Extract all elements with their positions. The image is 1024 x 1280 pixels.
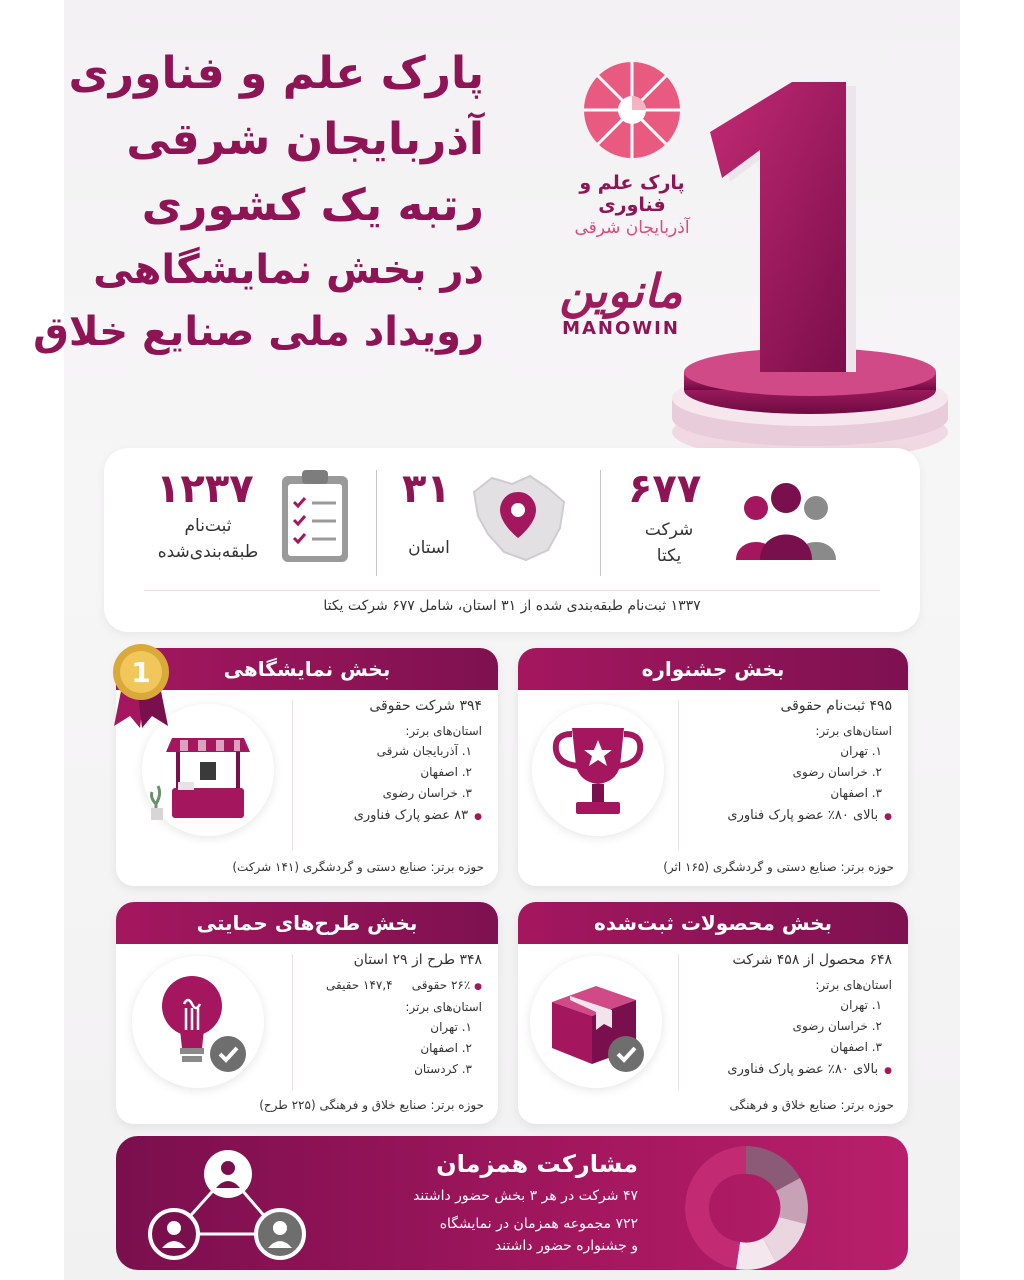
headline (33, 48, 484, 355)
list-item: ۲. اصفهان (420, 765, 472, 779)
stat-registrations-label-1: ثبت‌نام (184, 516, 232, 536)
headline-line-2: آذربایجان شرقی (126, 114, 484, 165)
exhibition-text (286, 698, 482, 823)
gold-medal-icon (104, 640, 178, 730)
exhibition-title: بخش نمایشگاهی (116, 648, 498, 690)
support-split-individual: ۱۴۷,۴ حقیقی (326, 978, 393, 992)
stat-divider-2 (600, 470, 601, 576)
support-sub: استان‌های برتر: (405, 1000, 482, 1014)
exhibition-sub: استان‌های برتر: (405, 724, 482, 738)
list-item: ۳. اصفهان (830, 1040, 882, 1054)
festival-card (518, 648, 908, 886)
list-item: ۱. تهران (430, 1020, 472, 1034)
list-item: ۲. خراسان رضوی (792, 765, 882, 779)
trophy-cup-icon (532, 704, 664, 836)
stats-panel (104, 448, 920, 632)
products-card (518, 902, 908, 1124)
medal-rank: 1 (131, 656, 151, 689)
products-text (678, 952, 892, 1077)
festival-sub: استان‌های برتر: (815, 724, 892, 738)
stat-companies-label-2: یکتا (656, 545, 682, 566)
exhibition-bullet: ● ۸۳ عضو پارک فناوری (286, 808, 482, 823)
lightbulb-icon (132, 956, 264, 1088)
stat-provinces-value: ۳۱ (402, 466, 451, 512)
iran-map-pin-icon (468, 472, 570, 564)
stat-registrations-label-2: طبقه‌بندی‌شده (157, 541, 259, 562)
exhibition-list (286, 744, 482, 800)
list-item: ۱. آذربایجان شرقی (376, 744, 472, 758)
support-title: بخش طرح‌های حمایتی (116, 902, 498, 944)
products-footer: حوزه برتر: صنایع خلاق و فرهنگی (729, 1098, 894, 1112)
list-item: ۱. تهران (840, 998, 882, 1012)
stat-divider (376, 470, 377, 576)
stats-summary: ۱۳۳۷ ثبت‌نام طبقه‌بندی شده از ۳۱ استان، شامل ۶۷۷ شرکت یکتا (323, 598, 701, 614)
stat-companies-label-1: شرکت (644, 520, 694, 540)
participation-line-1: ۴۷ شرکت در هر ۳ بخش حضور داشتند (413, 1188, 638, 1204)
participation-line-3: و جشنواره حضور داشتند (494, 1238, 638, 1254)
festival-icon-circle (532, 704, 664, 836)
stat-registrations-value: ۱۲۳۷ (156, 466, 254, 512)
park-logo-name: پارک علم و فناوری (579, 172, 685, 216)
products-sub: استان‌های برتر: (815, 978, 892, 992)
support-icon-circle (132, 956, 264, 1088)
exhibition-footer: حوزه برتر: صنایع دستی و گردشگری (۱۴۱ شرکت) (232, 860, 484, 874)
stat-companies-label (624, 518, 714, 569)
participation-line-2: ۷۲۲ مجموعه همزمان در نمایشگاه (439, 1216, 638, 1232)
network-people-icon (146, 1144, 310, 1264)
stat-companies-value: ۶۷۷ (628, 466, 702, 512)
clipboard-icon (278, 468, 352, 564)
stat-registrations-label (148, 514, 268, 565)
donut-ring-icon (676, 1138, 816, 1270)
people-group-icon (734, 478, 838, 562)
products-bullet: ● بالای ۸۰٪ عضو پارک فناوری (678, 1062, 892, 1077)
support-card (116, 902, 498, 1124)
products-lead: ۶۴۸ محصول از ۴۵۸ شرکت (732, 952, 892, 968)
park-logo-subtitle: آذربایجان شرقی (574, 218, 690, 238)
list-item: ۳. کردستان (414, 1062, 472, 1076)
bullet-dot: ● (474, 982, 482, 992)
list-item: ۱. تهران (840, 744, 882, 758)
stats-separator (144, 590, 880, 591)
headline-line-5: رویداد ملی صنایع خلاق (33, 309, 484, 355)
festival-list (678, 744, 892, 800)
list-item: ۲. اصفهان (420, 1041, 472, 1055)
festival-bullet: ● بالای ۸۰٪ عضو پارک فناوری (678, 808, 892, 823)
festival-text (678, 698, 892, 823)
rank-one-trophy (660, 72, 960, 472)
participation-banner (116, 1136, 908, 1270)
headline-line-1: پارک علم و فناوری (68, 48, 484, 99)
list-item: ۳. خراسان رضوی (382, 786, 472, 800)
stat-provinces-label: استان (408, 538, 450, 558)
manowin-script: مانوین (559, 264, 683, 318)
support-list (286, 1020, 482, 1076)
support-text (286, 952, 482, 1083)
festival-title: بخش جشنواره (518, 648, 908, 690)
support-footer: حوزه برتر: صنایع خلاق و فرهنگی (۲۲۵ طرح) (259, 1098, 484, 1112)
participation-title: مشارکت همزمان (436, 1150, 638, 1178)
exhibition-lead: ۳۹۴ شرکت حقوقی (369, 698, 482, 714)
manowin-latin: MANOWIN (562, 318, 680, 339)
package-box-icon (530, 956, 662, 1088)
headline-line-4: در بخش نمایشگاهی (93, 247, 484, 293)
products-list (678, 998, 892, 1054)
headline-line-3: رتبه یک کشوری (141, 180, 484, 231)
support-lead: ۳۴۸ طرح از ۲۹ استان (353, 952, 482, 968)
festival-lead: ۴۹۵ ثبت‌نام حقوقی (780, 698, 892, 714)
support-split (286, 978, 482, 992)
list-item: ۲. خراسان رضوی (792, 1019, 882, 1033)
list-item: ۳. اصفهان (830, 786, 882, 800)
support-split-legal: ۲۶٪ حقوقی (411, 978, 471, 992)
products-title: بخش محصولات ثبت‌شده (518, 902, 908, 944)
festival-footer: حوزه برتر: صنایع دستی و گردشگری (۱۶۵ اثر) (663, 860, 894, 874)
products-icon-circle (530, 956, 662, 1088)
